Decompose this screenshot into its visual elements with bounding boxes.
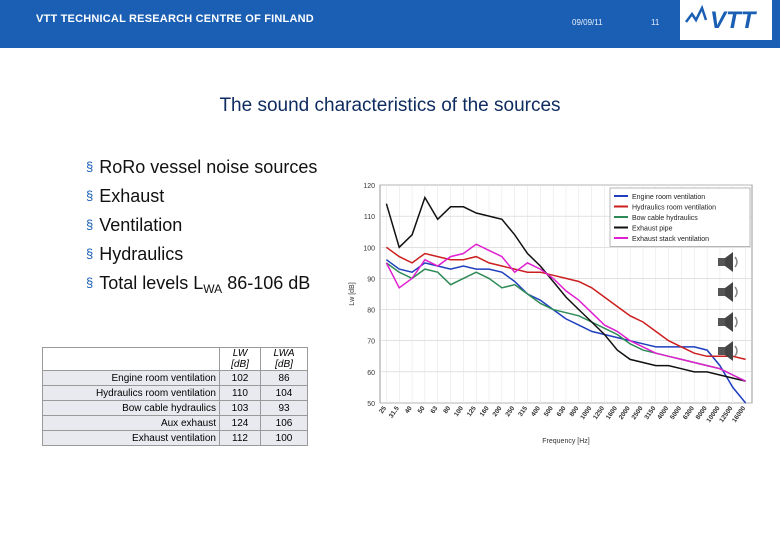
speaker-icon-graphic — [716, 310, 742, 334]
x-axis-label: Frequency [Hz] — [542, 438, 590, 445]
x-tick-label: 12500 — [718, 405, 735, 424]
bullet-item — [86, 154, 317, 183]
bullet-text: Ventilation — [99, 215, 183, 235]
table-row — [43, 416, 308, 431]
table-cell-source: Engine room ventilation — [43, 371, 220, 386]
x-tick-label: 400 — [530, 405, 542, 419]
table-header-cell — [43, 348, 220, 371]
legend-label: Exhaust pipe — [632, 225, 673, 233]
table-row — [43, 401, 308, 416]
table-header-row — [43, 348, 308, 371]
y-tick-label: 120 — [363, 183, 375, 190]
speaker-icon-graphic — [716, 250, 742, 274]
slide-title: The sound characteristics of the sources — [219, 95, 561, 116]
bullet-text: RoRo vessel noise sources — [99, 157, 318, 177]
header-bar — [0, 0, 780, 48]
table-cell-lwa: 106 — [261, 416, 308, 431]
vtt-logo — [680, 0, 772, 40]
x-tick-label: 2000 — [617, 405, 632, 421]
table-cell-lwa: 100 — [261, 431, 308, 446]
y-tick-label: 80 — [367, 307, 375, 315]
bullet-marker-icon: § — [86, 188, 94, 203]
bullet-item — [86, 212, 317, 241]
table-cell-source: Aux exhaust — [43, 416, 220, 431]
bullet-item — [86, 241, 317, 270]
table-cell-source: Exhaust ventilation — [43, 431, 220, 446]
x-tick-label: 1600 — [604, 405, 619, 421]
y-tick-label: 60 — [367, 369, 375, 377]
x-tick-label: 125 — [465, 405, 478, 419]
x-tick-label: 630 — [555, 405, 568, 419]
x-tick-label: 2500 — [630, 405, 645, 421]
y-tick-label: 70 — [367, 338, 375, 346]
vtt-logo-text: VTT — [710, 7, 756, 34]
y-tick-label: 50 — [367, 401, 375, 408]
x-tick-label: 160 — [478, 405, 491, 419]
sound-power-chart — [342, 175, 762, 445]
bullet-text: Hydraulics — [99, 244, 184, 264]
table-cell-lw: 112 — [220, 431, 261, 446]
bullet-marker-icon: § — [86, 159, 94, 174]
x-tick-label: 40 — [403, 405, 414, 416]
slide-number: 11 — [651, 18, 660, 27]
x-tick-label: 10000 — [705, 405, 722, 424]
x-tick-label: 50 — [416, 405, 427, 416]
legend-label: Hydraulics room ventilation — [632, 204, 717, 212]
speaker-icon[interactable] — [716, 339, 742, 363]
speaker-icon[interactable] — [716, 250, 742, 274]
x-tick-label: 5000 — [669, 405, 684, 421]
table-cell-lwa: 104 — [261, 386, 308, 401]
bullet-marker-icon: § — [86, 246, 94, 261]
vtt-logo-mark — [680, 0, 772, 40]
table-cell-lw: 124 — [220, 416, 261, 431]
x-tick-label: 315 — [517, 405, 530, 419]
speaker-icon[interactable] — [716, 280, 742, 304]
sound-levels-table — [42, 347, 308, 446]
x-tick-label: 1000 — [579, 405, 594, 421]
vtt-logo-wave — [686, 8, 706, 22]
legend-label: Exhaust stack ventilation — [632, 236, 710, 243]
x-tick-label: 63 — [429, 405, 440, 416]
table-cell-source: Bow cable hydraulics — [43, 401, 220, 416]
x-tick-label: 200 — [491, 405, 504, 419]
x-tick-label: 1250 — [592, 405, 607, 421]
bullet-subscript: WA — [203, 282, 223, 296]
x-tick-label: 8000 — [694, 405, 709, 421]
org-name: VTT TECHNICAL RESEARCH CENTRE OF FINLAND — [36, 13, 314, 25]
bullet-item — [86, 270, 317, 299]
x-tick-label: 16000 — [731, 405, 748, 424]
x-tick-label: 800 — [568, 405, 581, 419]
bullet-text-after: 86-106 dB — [222, 273, 311, 293]
x-tick-label: 3150 — [643, 405, 658, 421]
legend-label: Bow cable hydraulics — [632, 215, 698, 222]
bullet-text: Exhaust — [99, 186, 165, 206]
x-tick-label: 100 — [453, 405, 466, 419]
table-cell-lw: 102 — [220, 371, 261, 386]
table-cell-lw: 110 — [220, 386, 261, 401]
table-header-cell: LW [dB] — [220, 348, 261, 371]
speaker-icon-graphic — [716, 280, 742, 304]
x-tick-label: 250 — [504, 405, 517, 419]
table-cell-lw: 103 — [220, 401, 261, 416]
speaker-icon-graphic — [716, 339, 742, 363]
x-tick-label: 31.5 — [387, 405, 401, 420]
x-tick-label: 4000 — [656, 405, 671, 421]
slide-date: 09/09/11 — [572, 18, 603, 27]
bullet-marker-icon: § — [86, 217, 94, 232]
x-tick-label: 80 — [442, 405, 453, 416]
x-tick-label: 25 — [378, 405, 389, 416]
bullet-list — [86, 154, 317, 299]
bullet-item — [86, 183, 317, 212]
bullet-marker-icon: § — [86, 275, 94, 290]
x-tick-label: 6300 — [681, 405, 696, 421]
table-cell-lwa: 86 — [261, 371, 308, 386]
table-header-cell: LWA [dB] — [261, 348, 308, 371]
y-axis-label: Lw [dB] — [349, 282, 356, 306]
y-tick-label: 90 — [367, 276, 375, 284]
table-cell-source: Hydraulics room ventilation — [43, 386, 220, 401]
speaker-icon[interactable] — [716, 310, 742, 334]
bullet-text: Total levels L — [99, 273, 204, 293]
y-tick-label: 110 — [363, 214, 375, 222]
table-row — [43, 386, 308, 401]
table-cell-lwa: 93 — [261, 401, 308, 416]
legend-label: Engine room ventilation — [632, 194, 706, 201]
table-row — [43, 371, 308, 386]
table-row — [43, 431, 308, 446]
y-tick-label: 100 — [363, 245, 375, 253]
x-tick-label: 500 — [542, 405, 555, 419]
